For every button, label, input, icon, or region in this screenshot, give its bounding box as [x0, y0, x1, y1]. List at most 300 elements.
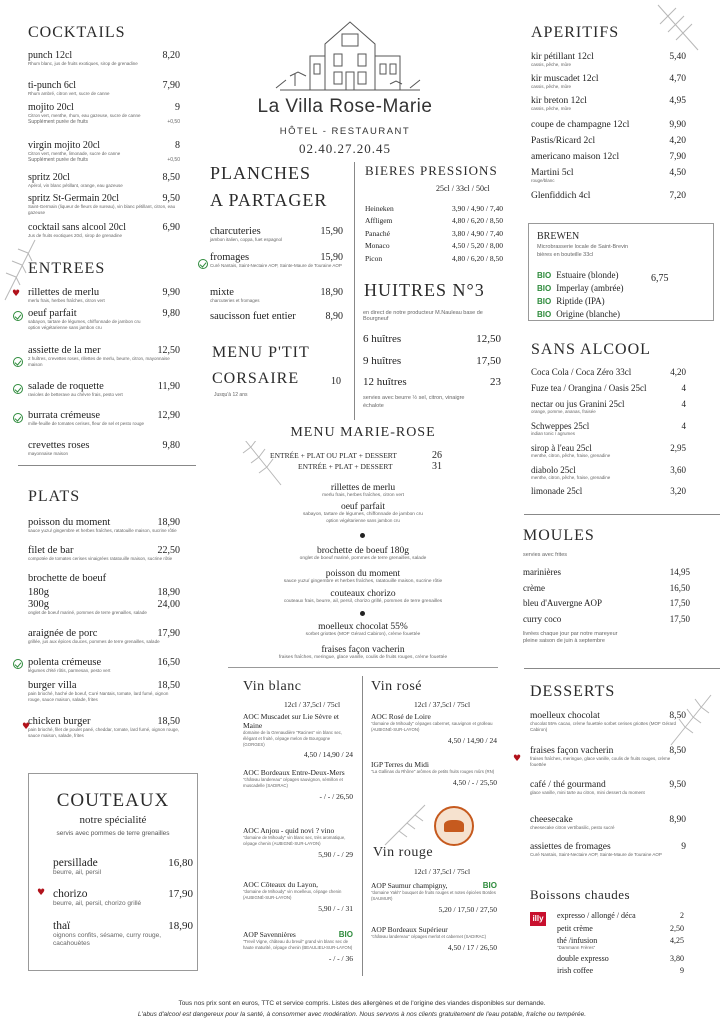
- item-name: brochette de boeuf 180g: [316, 546, 410, 556]
- item-name: kir pétillant 12cl: [531, 52, 594, 62]
- menu-formula-1: [270, 451, 450, 460]
- footer-line-2: L'abus d'alcool est dangereux pour la santé, à consommer avec modération. Nous servons à nos clients gratuitement de l'eau potable, fraîche ou tempérée.: [137, 1011, 587, 1018]
- menu-item-row: [363, 333, 501, 345]
- menu-item: [28, 440, 180, 457]
- item-name: crevettes roses: [28, 440, 90, 451]
- menu-item: [28, 172, 180, 189]
- item-price: 9,80: [162, 440, 180, 451]
- menu-item-row: [28, 680, 180, 691]
- restaurant-name: La Villa Rose-Marie: [257, 96, 433, 117]
- item-price: 11,90: [157, 381, 180, 392]
- menu-item-row: [243, 930, 353, 939]
- item-price: 8,50: [162, 172, 180, 183]
- menu-marie-rose-title: MENU MARIE-ROSE: [228, 425, 498, 441]
- vegetarian-leaf-icon: [13, 384, 23, 394]
- beer-name: Riptide (IPA): [556, 296, 605, 306]
- item-name: moelleux chocolat 55%: [318, 622, 408, 632]
- planches-title-1: PLANCHES: [210, 163, 312, 183]
- item-name: rillettes de merlu: [330, 483, 396, 493]
- menu-item: [28, 587, 180, 598]
- item-name: americano maison 12cl: [531, 152, 620, 162]
- course-separator-dot: [360, 611, 365, 616]
- bio-badge: BIO: [537, 284, 552, 293]
- item-name: oeuf parfait: [340, 502, 386, 512]
- item-price: 7,90: [669, 152, 686, 162]
- menu-item: [365, 254, 503, 263]
- menu-item: [363, 376, 501, 388]
- menu-item: [531, 465, 686, 481]
- menu-item: [523, 614, 690, 624]
- menu-item: [28, 410, 180, 427]
- menu-item: [28, 573, 180, 584]
- item-name: Monaco: [365, 241, 390, 250]
- item-price: 8,50: [669, 746, 686, 756]
- item-name: Picon: [365, 254, 383, 263]
- menu-item-row: [240, 483, 486, 493]
- menu-item: [240, 622, 486, 638]
- menu-item-row: [240, 502, 486, 512]
- item-name: persillade: [53, 857, 98, 869]
- menu-item: [363, 333, 501, 345]
- menu-item: [28, 102, 180, 125]
- item-name: fromages: [210, 252, 250, 263]
- item-description: onglet de boeuf mariné, pommes de terre grenailles, salade: [28, 610, 147, 615]
- menu-item: [531, 367, 686, 377]
- menu-item: [371, 925, 497, 952]
- item-description: Citron vert, menthe, limonade, sucre de canne: [28, 151, 121, 156]
- item-description: chocolat 55% cacao, crème fouettée sorbet cerises griottes (MOF Gérard Cabiron): [530, 721, 677, 732]
- item-description: rouge/blanc: [531, 178, 555, 183]
- item-price: 18,90: [157, 517, 180, 528]
- entrees-title: ENTREES: [28, 260, 106, 277]
- vin-rouge-title: Vin rouge: [373, 845, 434, 860]
- menu-item-row: [557, 911, 684, 920]
- item-name: assiette de la mer: [28, 345, 101, 356]
- item-description: "château landereau" cépages merlot et cabernet (SADIRAC): [371, 934, 487, 939]
- menu-item: [365, 204, 503, 213]
- item-name: bleu d'Auvergne AOP: [523, 598, 602, 608]
- aperitifs-title: APERITIFS: [531, 24, 620, 41]
- formula-2-price: 31: [432, 461, 442, 472]
- menu-item: [28, 222, 180, 239]
- item-name: chicken burger: [28, 716, 91, 727]
- item-description: mayonnaise maison: [28, 451, 69, 456]
- item-name: AOC Anjou - quid novi ? vino: [243, 826, 335, 835]
- item-description: sabayon, tartare de légumes, chiffonnade de jambon cru: [28, 319, 141, 324]
- menu-item: [28, 345, 180, 368]
- item-description: beurre, ail, persil: [53, 869, 102, 876]
- moules-title: MOULES: [523, 527, 595, 544]
- item-price: 4,20: [669, 136, 686, 146]
- item-name: crème: [523, 583, 545, 593]
- item-name: mojito 20cl: [28, 102, 74, 113]
- menu-item-row: [557, 924, 684, 933]
- menu-item-row: [557, 954, 684, 963]
- item-price: 3,80: [670, 954, 684, 963]
- menu-item-row: [240, 645, 486, 655]
- couteaux-subtitle: notre spécialité: [79, 814, 147, 826]
- vin-blanc-sizes: 12cl / 37,5cl / 75cl: [284, 700, 341, 709]
- column-divider: [362, 676, 363, 976]
- menu-item-row: [365, 216, 503, 225]
- moules-note: servies avec frites: [523, 552, 568, 558]
- menu-item-row: [28, 140, 180, 151]
- menu-item: [531, 52, 686, 68]
- item-description: Saint-Germain (liqueur de fleurs de sureau), vin blanc pétillant, citron, eau gazeuse: [28, 204, 176, 215]
- item-name: AOC Muscadet sur Lie Sèvre et Maine: [243, 712, 340, 730]
- heart-icon: ♥: [37, 888, 46, 898]
- item-name: marinières: [523, 567, 561, 577]
- menu-item-row: [365, 254, 503, 263]
- item-price: 2,95: [670, 443, 686, 453]
- menu-item-row: [523, 567, 690, 577]
- menu-item: [523, 583, 690, 593]
- menu-item: [557, 966, 684, 975]
- item-price: 17,50: [669, 614, 690, 624]
- item-price: 9: [681, 842, 686, 852]
- item-description-option: option végétarienne sans jambon cru: [326, 518, 400, 524]
- course-separator-dot: [360, 533, 365, 538]
- item-description: jambon italien, coppa, fuet espagnol: [210, 237, 283, 242]
- item-name: AOC Bordeaux Entre-Deux-Mers: [243, 768, 345, 777]
- item-name: Panaché: [365, 229, 390, 238]
- item-price: 15,90: [320, 226, 343, 237]
- menu-item-row: [28, 517, 180, 528]
- item-description: beurre, ail, persil, chorizo grillé: [53, 900, 142, 907]
- item-description: "domaine de Mihoudy" cépages cabernet, sauvignon et grolleau (AUBIGNÉ-SUR-LAYON): [371, 721, 493, 732]
- item-price: 4,80 / 6,20 / 8,50: [451, 216, 503, 225]
- item-description: Rhum blanc, jus de fruits exotiques, sirop de grenadine: [28, 61, 138, 66]
- item-price: 4,50 / 14,90 / 24: [303, 750, 353, 760]
- item-price: 4,50 / - / 25,50: [452, 777, 497, 787]
- item-name: virgin mojito 20cl: [28, 140, 101, 151]
- item-price: 4,80 / 6,20 / 8,50: [451, 254, 503, 263]
- menu-formula-2: [298, 462, 393, 471]
- menu-item-row: [363, 355, 501, 367]
- heart-icon: ♥: [12, 289, 21, 299]
- item-name: AOP Saumur champigny,: [371, 881, 448, 890]
- item-description: Apérol, vin blanc pétillant, orange, eau gazeuse: [28, 183, 123, 188]
- menu-item-row: [53, 920, 193, 932]
- menu-item: [530, 842, 686, 858]
- item-name: araignée de porc: [28, 628, 98, 639]
- bio-badge: BIO: [537, 297, 552, 306]
- item-price: 5,90 / - / 31: [318, 903, 353, 913]
- item-name: brochette de boeuf: [28, 573, 107, 584]
- menu-item: [531, 383, 686, 393]
- item-price: 9,50: [162, 193, 180, 204]
- illy-logo: illy: [530, 912, 546, 926]
- item-price: 3,90 / 4,90 / 7,40: [451, 204, 503, 213]
- item-name: assiettes de fromages: [530, 842, 611, 852]
- item-price: 4,70: [669, 74, 686, 84]
- formula-2-label: ENTRÉE + PLAT + DESSERT: [298, 462, 393, 471]
- menu-item-row: [531, 136, 686, 146]
- menu-item-row: [28, 628, 180, 639]
- menu-item: [530, 711, 686, 733]
- item-name: sirop à l'eau 25cl: [531, 443, 592, 453]
- planches-title-2: A PARTAGER: [210, 190, 328, 210]
- menu-item: [530, 780, 686, 796]
- menu-item: [210, 252, 343, 269]
- menu-item-row: [28, 222, 180, 233]
- menu-item-row: [210, 287, 343, 298]
- item-price: 16,50: [669, 583, 690, 593]
- menu-item-row: [28, 410, 180, 421]
- corsaire-price: 10: [331, 376, 341, 387]
- brewen-desc: Microbrasserie locale de Saint-Brevin bières en bouteille 33cl: [537, 244, 629, 258]
- palm-leaf-decoration: [648, 0, 708, 60]
- villa-illustration: [250, 14, 440, 94]
- item-price: 7,90: [162, 80, 180, 91]
- item-price: - / - / 26,50: [319, 791, 353, 801]
- beer-name: Origine (blanche): [556, 309, 620, 319]
- item-description: ravioles de betterave au chèvre frais, pesto vert: [28, 392, 123, 397]
- menu-item-row: [28, 545, 180, 556]
- menu-item-row: [531, 443, 686, 453]
- item-name: nectar ou jus Granini 25cl: [531, 399, 625, 409]
- item-description: charcuteries et fromages: [210, 298, 260, 303]
- menu-item: [531, 486, 686, 496]
- item-name: 300g: [28, 599, 49, 610]
- menu-item-row: [371, 760, 497, 769]
- restaurant-subtitle: HÔTEL - RESTAURANT: [279, 126, 411, 137]
- heart-icon: ♥: [513, 754, 522, 764]
- item-price: 8,90: [325, 311, 343, 322]
- supplement-label: Supplément purée de fruits: [28, 119, 89, 125]
- menu-item-row: [531, 74, 686, 84]
- item-description: "La Gallinas du Rhône" arômes de petits fruits rouges mûrs (RN): [371, 769, 495, 774]
- item-name: limonade 25cl: [531, 486, 583, 496]
- item-price: 16,50: [157, 657, 180, 668]
- bio-badge: BIO: [537, 271, 552, 280]
- menu-item: [28, 308, 180, 331]
- item-description: "Dammann Frères": [557, 945, 596, 950]
- menu-item-row: [28, 50, 180, 61]
- item-description: indian tonic / agrumes: [531, 431, 576, 436]
- item-name: poisson du moment: [28, 517, 111, 528]
- menu-item-row: [28, 172, 180, 183]
- item-name: IGP Terres du Midi: [371, 760, 430, 769]
- menu-item-row: [530, 711, 686, 721]
- item-description: fraises fraîches, meringue, glace vanille, coulis de fruits rouges, crème fouettée: [278, 655, 448, 660]
- menu-item: [28, 657, 180, 674]
- menu-item: [243, 880, 353, 913]
- menu-item-row: [53, 857, 193, 869]
- item-name: spritz St-Germain 20cl: [28, 193, 120, 204]
- menu-item-row: [363, 376, 501, 388]
- menu-item-row: [240, 589, 486, 599]
- menu-item-row: [530, 815, 686, 825]
- cocktails-title: COCKTAILS: [28, 24, 126, 41]
- menu-item-row: [523, 583, 690, 593]
- menu-item-row: [28, 657, 180, 668]
- item-description: pain brioché, filet de poulet pané, cheddar, tomate, lard fumé, oignon rouge, sauce maison, salade, frites: [28, 727, 180, 738]
- menu-item-row: [243, 826, 353, 835]
- item-price: 2: [680, 911, 684, 920]
- item-name: Coca Cola / Coca Zéro 33cl: [531, 367, 632, 377]
- supplement-label: Supplément purée de fruits: [28, 157, 89, 163]
- item-price: 4: [681, 383, 686, 393]
- brewen-beer: [537, 302, 620, 321]
- item-name: Heineken: [365, 204, 394, 213]
- item-description: Curé Nantais, Saint-Nectaire AOP, Sainte-Maure de Touraine AOP: [530, 852, 662, 857]
- restaurant-phone: 02.40.27.20.45: [299, 141, 391, 156]
- item-price: 15,90: [320, 252, 343, 263]
- menu-item-row: [531, 52, 686, 62]
- menu-item-row: [531, 168, 686, 178]
- item-price: 18,90: [320, 287, 343, 298]
- item-price: 4,25: [670, 936, 684, 945]
- vegetarian-leaf-icon: [13, 311, 23, 321]
- item-description: cheesecake citron vert/basilic, pesto sucré: [530, 825, 615, 830]
- item-price: 18,50: [157, 680, 180, 691]
- menu-item-row: [531, 399, 686, 409]
- item-description-option: option végétarienne sans jambon cru: [28, 325, 102, 330]
- menu-item-row: [371, 881, 497, 890]
- menu-item: [531, 120, 686, 130]
- item-name: coupe de champagne 12cl: [531, 120, 630, 130]
- menu-item: [28, 287, 180, 304]
- menu-item-row: [243, 712, 353, 730]
- formula-1-price: 26: [432, 450, 442, 461]
- menu-item: [243, 826, 353, 859]
- item-description: sauce yuzu/ gingembre et herbes fraîches, ratatouille maison, sucrine rôtie: [28, 528, 177, 533]
- divider: [524, 514, 720, 515]
- sans-alcool-title: SANS ALCOOL: [531, 341, 651, 358]
- menu-item: [28, 545, 180, 562]
- menu-item: [240, 589, 486, 605]
- item-price: 12,50: [157, 345, 180, 356]
- item-price: 17,50: [669, 598, 690, 608]
- supplement-price: +0,50: [167, 157, 180, 163]
- menu-item: [28, 193, 180, 216]
- menu-item-row: [530, 780, 686, 790]
- item-price: 5,40: [669, 52, 686, 62]
- item-description: orange, pomme, ananas, fraisée: [531, 409, 596, 414]
- menu-item: [371, 760, 497, 787]
- item-name: Fuze tea / Orangina / Oasis 25cl: [531, 383, 647, 393]
- vegetarian-leaf-icon: [13, 413, 23, 423]
- menu-item-row: [28, 573, 180, 584]
- vin-rose-title: Vin rosé: [371, 679, 422, 694]
- menu-item-row: [28, 587, 180, 598]
- item-price: 14,95: [669, 567, 690, 577]
- item-price: 16,80: [168, 857, 193, 869]
- item-description: sorbet griottes (MOF Gérard Cabiron), crème fouettée: [305, 632, 421, 637]
- item-price: 18,50: [157, 716, 180, 727]
- item-name: expresso / allongé / déca: [557, 911, 636, 920]
- item-name: 6 huîtres: [363, 333, 402, 345]
- item-name: rillettes de merlu: [28, 287, 100, 298]
- item-name: Schweppes 25cl: [531, 421, 590, 431]
- item-price: - / - / 36: [328, 953, 353, 963]
- menu-item-row: [243, 880, 353, 889]
- item-name: burrata crémeuse: [28, 410, 100, 421]
- menu-item: [531, 443, 686, 459]
- menu-item-row: [365, 204, 503, 213]
- bieres-title: BIERES PRESSIONS: [365, 163, 498, 178]
- bio-badge: BIO: [338, 930, 353, 939]
- menu-item: [240, 502, 486, 524]
- item-name: Glenfiddich 4cl: [531, 191, 591, 201]
- menu-item: [28, 517, 180, 534]
- item-name: AOC Côteaux du Layon,: [243, 880, 318, 889]
- item-name: kir breton 12cl: [531, 96, 587, 106]
- item-name: AOC Rosé de Loire: [371, 712, 431, 721]
- item-name: couteaux chorizo: [330, 589, 396, 599]
- item-price: 5,90 / - / 29: [318, 849, 353, 859]
- menu-item: [531, 421, 686, 437]
- menu-item: [28, 50, 180, 67]
- menu-item: [531, 136, 686, 146]
- item-price: 4,50 / 14,90 / 24: [447, 735, 497, 745]
- menu-item: [365, 229, 503, 238]
- menu-item: [243, 930, 353, 963]
- brewen-title: BREWEN: [537, 231, 580, 242]
- menu-item-row: [531, 421, 686, 431]
- menu-item: [28, 716, 180, 739]
- menu-item-row: [240, 622, 486, 632]
- item-price: 8,90: [669, 815, 686, 825]
- supplement-price: +0,50: [167, 119, 180, 125]
- item-name: thaï: [53, 920, 71, 932]
- item-description: Rhum ambré, citron vert, sucre de canne: [28, 91, 110, 96]
- menu-item-row: [243, 768, 353, 777]
- boissons-chaudes-title: Boissons chaudes: [530, 887, 631, 902]
- item-price: 7,20: [669, 191, 686, 201]
- item-price: 24,00: [157, 599, 180, 610]
- menu-item: [28, 599, 180, 616]
- menu-item: [28, 80, 180, 97]
- menu-item-row: [53, 888, 193, 900]
- item-name: 180g: [28, 587, 49, 598]
- item-name: cheesecake: [530, 815, 573, 825]
- desserts-title: DESSERTS: [530, 683, 616, 700]
- item-description: glace vanille, mini tarte au citron, mini dessert du moment: [530, 790, 645, 795]
- corsaire-title-2: CORSAIRE: [212, 370, 300, 387]
- item-price: 17,90: [168, 888, 193, 900]
- item-description: Jus de fruits exotiques 20cl, sirop de grenadine: [28, 233, 123, 238]
- brewen-price: 6,75: [651, 273, 669, 284]
- item-description: grillée, jus aux épices douces, pommes de terre grenailles, salade: [28, 639, 160, 644]
- item-description: cassis, pêche, mûre: [531, 62, 572, 67]
- menu-item: [365, 216, 503, 225]
- vegetarian-leaf-icon: [198, 259, 208, 269]
- menu-item: [240, 483, 486, 499]
- menu-item: [531, 74, 686, 90]
- couteaux-note: servis avec pommes de terre grenailles: [56, 830, 170, 837]
- item-name: polenta crémeuse: [28, 657, 102, 668]
- menu-item: [240, 569, 486, 585]
- supplement-row: [28, 119, 180, 125]
- item-name: moelleux chocolat: [530, 711, 600, 721]
- menu-item: [531, 399, 686, 415]
- menu-item-row: [531, 96, 686, 106]
- menu-item-row: [531, 383, 686, 393]
- item-price: 9,90: [162, 287, 180, 298]
- menu-item: [240, 546, 486, 562]
- divider: [524, 668, 720, 669]
- item-description: 2 huîtres, crevettes roses, rillettes de merlu, beurre, citron, mayonnaise maison: [28, 356, 170, 367]
- logo-house: [250, 14, 440, 94]
- menu-item-row: [531, 120, 686, 130]
- item-name: Pastis/Ricard 2cl: [531, 136, 596, 146]
- item-price: 3,60: [670, 465, 686, 475]
- item-price: 9,50: [669, 780, 686, 790]
- vin-rose-sizes: 12cl / 37,5cl / 75cl: [414, 700, 471, 709]
- item-name: diabolo 25cl: [531, 465, 576, 475]
